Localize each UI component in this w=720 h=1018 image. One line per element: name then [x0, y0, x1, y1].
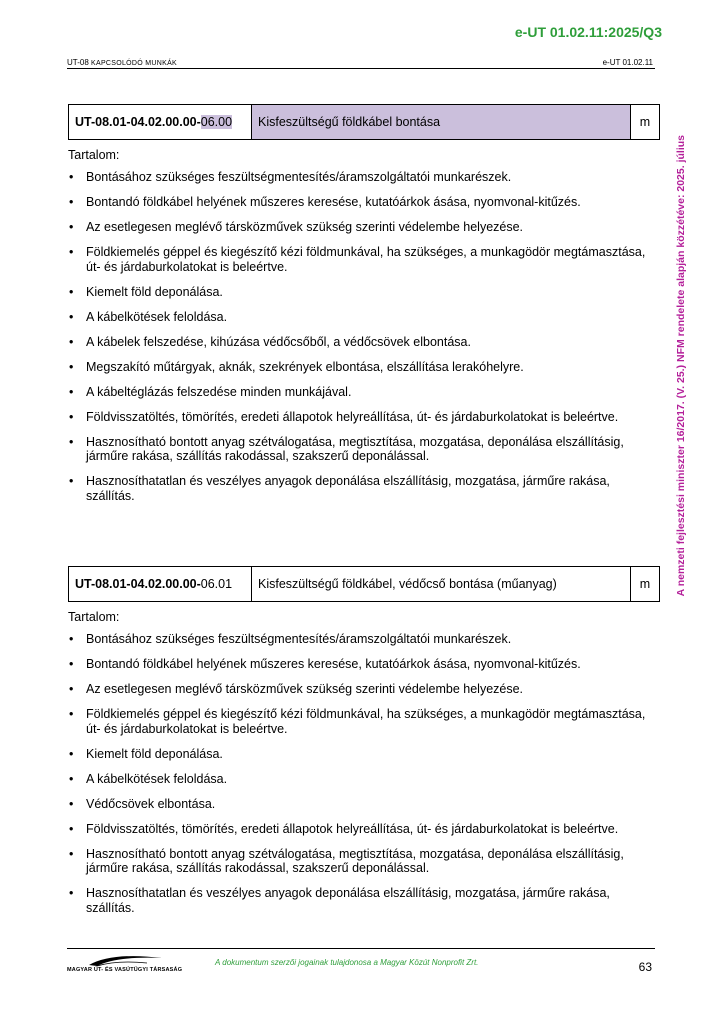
- list-item: • A kábelkötések feloldása.: [68, 310, 660, 325]
- list-item: • A kábeltéglázás felszedése minden munkájával.: [68, 385, 660, 400]
- list-item: • Földvisszatöltés, tömörítés, eredeti állapotok helyreállítása, út- és járdaburkolatokat is beleértve.: [68, 822, 660, 837]
- item-unit: m: [639, 577, 651, 591]
- item-section-1: [68, 104, 660, 514]
- list-item: • Bontandó földkábel helyének műszeres keresése, kutatóárkok ásása, nyomvonal-kitűzés.: [68, 195, 660, 210]
- header-chapter: UT-08 KAPCSOLÓDÓ MUNKÁK: [67, 58, 178, 67]
- item-unit: m: [639, 115, 651, 129]
- list-item: • Bontásához szükséges feszültségmentesítés/áramszolgáltatói munkarészek.: [68, 170, 660, 185]
- side-publication-note: A nemzeti fejlesztési miniszter 16/2017. (V. 25.) NFM rendelete alapján közzétéve: 2025. július: [675, 135, 687, 597]
- organization-logo-icon: [67, 950, 167, 980]
- list-item: • Hasznosítható bontott anyag szétválogatása, megtisztítása, mozgatása, deponálása elszállításig, járműre rakása, szállítás rakodással, szakszerű deponálással.: [68, 435, 660, 464]
- organization-name: MAGYAR ÚT- ÉS VASÚTÜGYI TÁRSASÁG: [67, 967, 183, 973]
- content-label: Tartalom:: [68, 148, 120, 162]
- page-number: 63: [638, 960, 652, 974]
- document-code: e-UT 01.02.11:2025/Q3: [514, 24, 662, 40]
- list-item: • Az esetlegesen meglévő társközművek szükség szerinti védelembe helyezése.: [68, 682, 660, 697]
- item-section-2: [68, 566, 660, 926]
- list-item: • Földkiemelés géppel és kiegészítő kézi földmunkával, ha szükséges, a munkagödör megtámasztása, út- és járdaburkolatokat is beleértve.: [68, 245, 660, 274]
- item-code: UT-08.01-04.02.00.00- 06.01: [69, 567, 252, 601]
- running-header: [67, 58, 655, 69]
- list-item: • Hasznosíthatatlan és veszélyes anyagok deponálása elszállításig, mozgatása, járműre rakása, szállítás.: [68, 474, 660, 503]
- item-title: Kisfeszültségű földkábel bontása: [252, 105, 631, 139]
- content-label: Tartalom:: [68, 610, 120, 624]
- list-item: • Hasznosítható bontott anyag szétválogatása, megtisztítása, mozgatása, deponálása elszállításig, járműre rakása, szállítás rakodással, szakszerű deponálással.: [68, 847, 660, 876]
- item-title: Kisfeszültségű földkábel, védőcső bontása (műanyag): [252, 567, 631, 601]
- list-item: • A kábelkötések feloldása.: [68, 772, 660, 787]
- list-item: • Bontandó földkábel helyének műszeres keresése, kutatóárkok ásása, nyomvonal-kitűzés.: [68, 657, 660, 672]
- header-doc-ref: e-UT 01.02.11: [602, 58, 653, 67]
- list-item: • Hasznosíthatatlan és veszélyes anyagok deponálása elszállításig, mozgatása, járműre rakása, szállítás.: [68, 886, 660, 915]
- list-item: • A kábelek felszedése, kihúzása védőcsőből, a védőcsövek elbontása.: [68, 335, 660, 350]
- item-code: UT-08.01-04.02.00.00- 06.00: [69, 105, 252, 139]
- content-list: [68, 632, 660, 915]
- list-item: • Az esetlegesen meglévő társközművek szükség szerinti védelembe helyezése.: [68, 220, 660, 235]
- footer-divider: [67, 948, 655, 949]
- item-header-table: [68, 566, 660, 602]
- list-item: • Földkiemelés géppel és kiegészítő kézi földmunkával, ha szükséges, a munkagödör megtámasztása, út- és járdaburkolatokat is beleértve.: [68, 707, 660, 736]
- list-item: • Kiemelt föld deponálása.: [68, 285, 660, 300]
- content-list: [68, 170, 660, 503]
- item-header-table: [68, 104, 660, 140]
- list-item: • Földvisszatöltés, tömörítés, eredeti állapotok helyreállítása, út- és járdaburkolatokat is beleértve.: [68, 410, 660, 425]
- list-item: • Kiemelt föld deponálása.: [68, 747, 660, 762]
- list-item: • Bontásához szükséges feszültségmentesítés/áramszolgáltatói munkarészek.: [68, 632, 660, 647]
- copyright-notice: A dokumentum szerzői jogainak tulajdonosa a Magyar Közút Nonprofit Zrt.: [215, 958, 479, 967]
- list-item: • Védőcsövek elbontása.: [68, 797, 660, 812]
- list-item: • Megszakító műtárgyak, aknák, szekrények elbontása, elszállítása lerakóhelyre.: [68, 360, 660, 375]
